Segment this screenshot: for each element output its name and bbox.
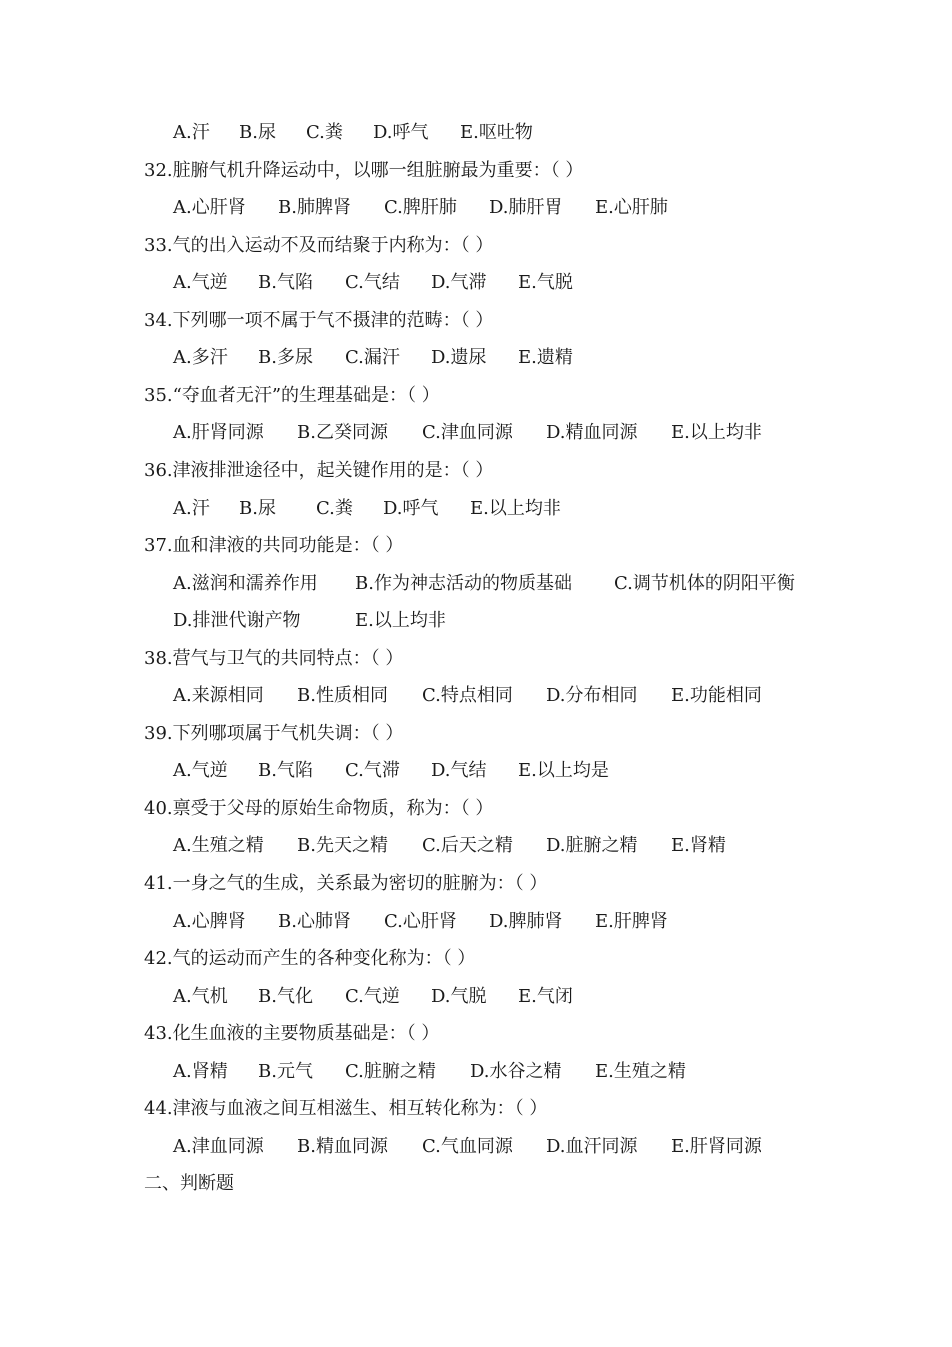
option-item: B.心肺肾	[278, 910, 351, 932]
option-item: B.气陷	[258, 272, 313, 294]
option-item: A.气逆	[173, 760, 228, 782]
option-item: B.尿	[239, 122, 276, 143]
option-item: C.津血同源	[422, 422, 513, 444]
option-item: C.粪	[306, 122, 343, 143]
option-item: E.气脱	[518, 272, 573, 294]
option-item: E.心肝肺	[595, 197, 668, 219]
option-item: E.以上均非	[671, 422, 762, 444]
option-item: D.脏腑之精	[546, 835, 638, 857]
question-text: 39.下列哪项属于气机失调：（ ）	[144, 722, 404, 744]
option-item: A.汗	[173, 497, 210, 519]
question-text: 34.下列哪一项不属于气不摄津的范畴：（ ）	[144, 309, 494, 331]
question-text: 33.气的出入运动不及而结聚于内称为：（ ）	[144, 234, 494, 256]
option-item: E.功能相同	[671, 685, 762, 707]
option-item: E.肾精	[671, 835, 726, 857]
option-item: E.以上均非	[355, 610, 446, 632]
option-item: E.肝肾同源	[671, 1135, 762, 1157]
option-item: A.汗	[173, 122, 210, 143]
option-item: B.肺脾肾	[278, 197, 351, 219]
option-item: B.元气	[258, 1060, 313, 1082]
option-item: A.心肝肾	[173, 197, 246, 219]
option-item: C.粪	[316, 497, 353, 519]
option-item: A.心脾肾	[173, 910, 246, 932]
option-item: C.气滞	[345, 760, 400, 782]
option-item: C.气结	[345, 272, 400, 294]
option-item: D.精血同源	[546, 422, 638, 444]
question-text: 44.津液与血液之间互相滋生、相互转化称为：（ ）	[144, 1098, 548, 1120]
question-text: 37.血和津液的共同功能是：（ ）	[144, 535, 404, 557]
option-item: D.呼气	[383, 497, 439, 519]
option-item: B.气陷	[258, 760, 313, 782]
option-item: E.气闭	[518, 985, 573, 1007]
question-text: 36.津液排泄途径中，起关键作用的是：（ ）	[144, 459, 494, 481]
option-item: C.后天之精	[422, 835, 513, 857]
option-item: E.呕吐物	[460, 122, 533, 143]
option-item: C.脾肝肺	[384, 197, 457, 219]
option-item: D.肺肝胃	[489, 197, 563, 219]
option-item: A.津血同源	[173, 1135, 264, 1157]
option-item: D.血汗同源	[546, 1135, 638, 1157]
option-item: A.肾精	[173, 1060, 228, 1082]
option-item: D.遗尿	[431, 347, 487, 369]
option-item: E.遗精	[518, 347, 573, 369]
option-item: E.以上均非	[470, 497, 561, 519]
option-item: B.乙癸同源	[297, 422, 388, 444]
option-item: C.调节机体的阴阳平衡	[614, 572, 795, 594]
option-item: B.先天之精	[297, 835, 388, 857]
option-item: B.作为神志活动的物质基础	[355, 572, 572, 594]
question-text: 38.营气与卫气的共同特点：（ ）	[144, 647, 404, 669]
option-item: E.生殖之精	[595, 1060, 686, 1082]
option-item: E.以上均是	[518, 760, 609, 782]
question-text: 42.气的运动而产生的各种变化称为：（ ）	[144, 948, 476, 970]
question-text: 40.禀受于父母的原始生命物质，称为：（ ）	[144, 797, 494, 819]
option-item: B.精血同源	[297, 1135, 388, 1157]
question-text: 41.一身之气的生成，关系最为密切的脏腑为：（ ）	[144, 873, 548, 894]
option-item: D.呼气	[373, 122, 429, 143]
option-item: D.分布相同	[546, 685, 638, 707]
option-item: C.气血同源	[422, 1135, 513, 1157]
option-item: D.水谷之精	[470, 1060, 562, 1082]
option-item: A.气逆	[173, 272, 228, 294]
option-item: D.气结	[431, 760, 487, 782]
option-item: C.心肝肾	[384, 910, 457, 932]
option-item: B.多尿	[258, 347, 313, 369]
option-item: B.尿	[239, 497, 276, 519]
option-item: D.气脱	[431, 985, 487, 1007]
option-item: A.生殖之精	[173, 835, 264, 857]
option-item: A.气机	[173, 985, 228, 1007]
option-item: A.滋润和濡养作用	[173, 572, 318, 594]
option-item: A.肝肾同源	[173, 422, 264, 444]
section-heading: 二、判断题	[144, 1173, 234, 1195]
option-item: A.多汗	[173, 347, 228, 369]
option-item: C.气逆	[345, 985, 400, 1007]
option-item: B.性质相同	[297, 685, 388, 707]
option-item: C.特点相同	[422, 685, 513, 707]
question-text: 32.脏腑气机升降运动中，以哪一组脏腑最为重要：（ ）	[144, 159, 584, 181]
option-item: E.肝脾肾	[595, 910, 668, 932]
option-item: B.气化	[258, 985, 313, 1007]
option-item: C.脏腑之精	[345, 1060, 436, 1082]
question-text: 43.化生血液的主要物质基础是：（ ）	[144, 1023, 440, 1045]
option-item: C.漏汗	[345, 347, 400, 369]
option-item: A.来源相同	[173, 685, 264, 707]
option-item: D.排泄代谢产物	[173, 610, 301, 632]
option-item: D.气滞	[431, 272, 487, 294]
question-text: 35.“夺血者无汗”的生理基础是：（ ）	[144, 384, 440, 406]
option-item: D.脾肺肾	[489, 910, 563, 932]
